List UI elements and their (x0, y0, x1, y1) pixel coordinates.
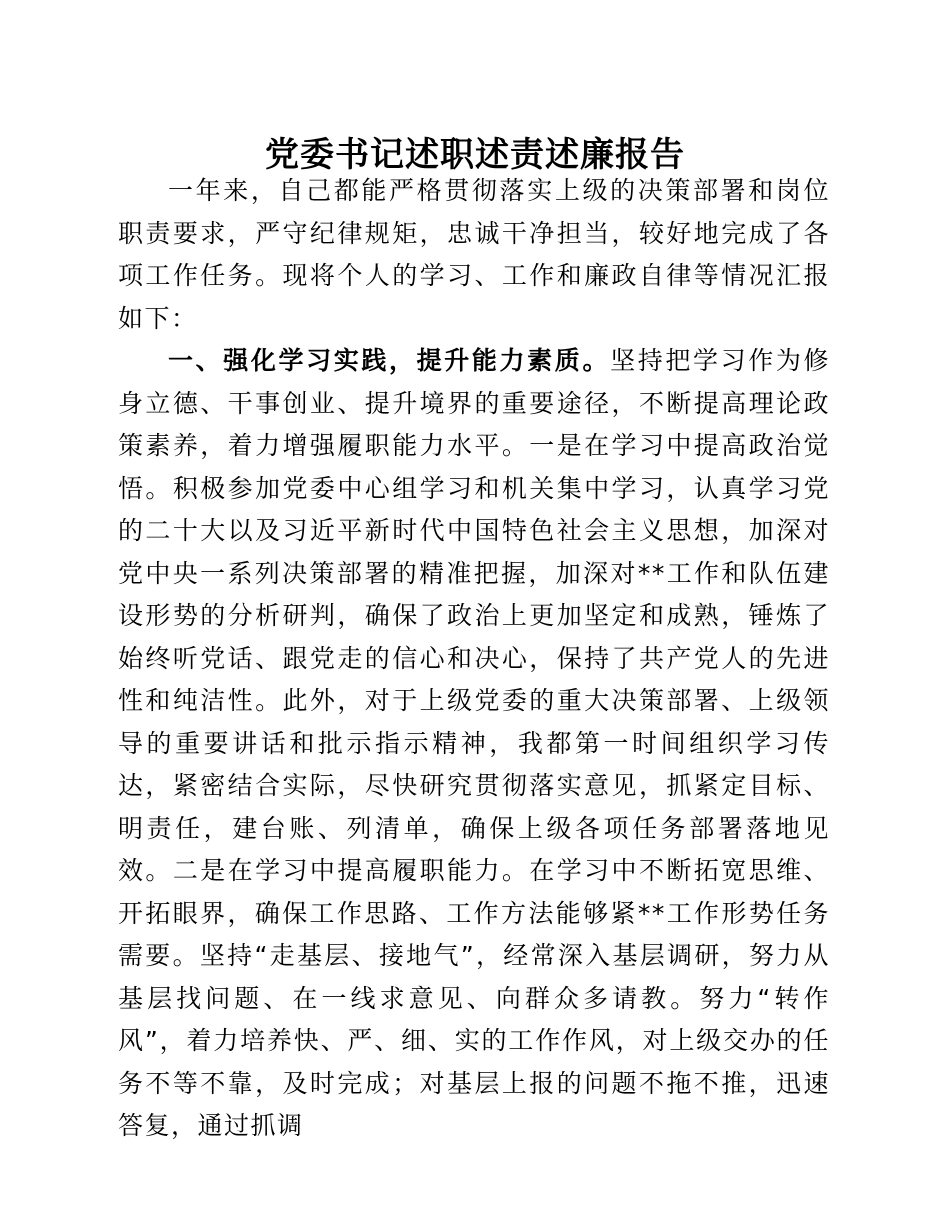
section-1-body: 坚持把学习作为修身立德、干事创业、提升境界的重要途径，不断提高理论政策素养，着力增强履职能力水平。一是在学习中提高政治觉悟。积极参加党委中心组学习和机关集中学习，认真学习党的二十大以及习近平新时代中国特色社会主义思想，加深对党中央一系列决策部署的精准把握，加深对**工作和队伍建设形势的分析研判，确保了政治上更加坚定和成熟，锤炼了始终听党话、跟党走的信心和决心，保持了共产党人的先进性和纯洁性。此外，对于上级党委的重大决策部署、上级领导的重要讲话和批示指示精神，我都第一时间组织学习传达，紧密结合实际，尽快研究贯彻落实意见，抓紧定目标、明责任，建台账、列清单，确保上级各项任务部署落地见效。二是在学习中提高履职能力。在学习中不断拓宽思维、开拓眼界，确保工作思路、工作方法能够紧**工作形势任务需要。坚持“走基层、接地气”，经常深入基层调研，努力从基层找问题、在一线求意见、向群众多请教。努力“转作风”，着力培养快、严、细、实的工作作风，对上级交办的任务不等不靠，及时完成；对基层上报的问题不拖不推，迅速答复，通过抓调 (118, 346, 830, 1140)
section-1-paragraph (118, 340, 830, 1148)
document-title: 党委书记述职述责述廉报告 (265, 135, 685, 175)
document-body (118, 170, 830, 1148)
section-1-heading: 一、强化学习实践，提升能力素质。 (168, 346, 611, 375)
intro-paragraph: 一年来，自己都能严格贯彻落实上级的决策部署和岗位职责要求，严守纪律规矩，忠诚干净担当，较好地完成了各项工作任务。现将个人的学习、工作和廉政自律等情况汇报如下： (118, 176, 830, 333)
